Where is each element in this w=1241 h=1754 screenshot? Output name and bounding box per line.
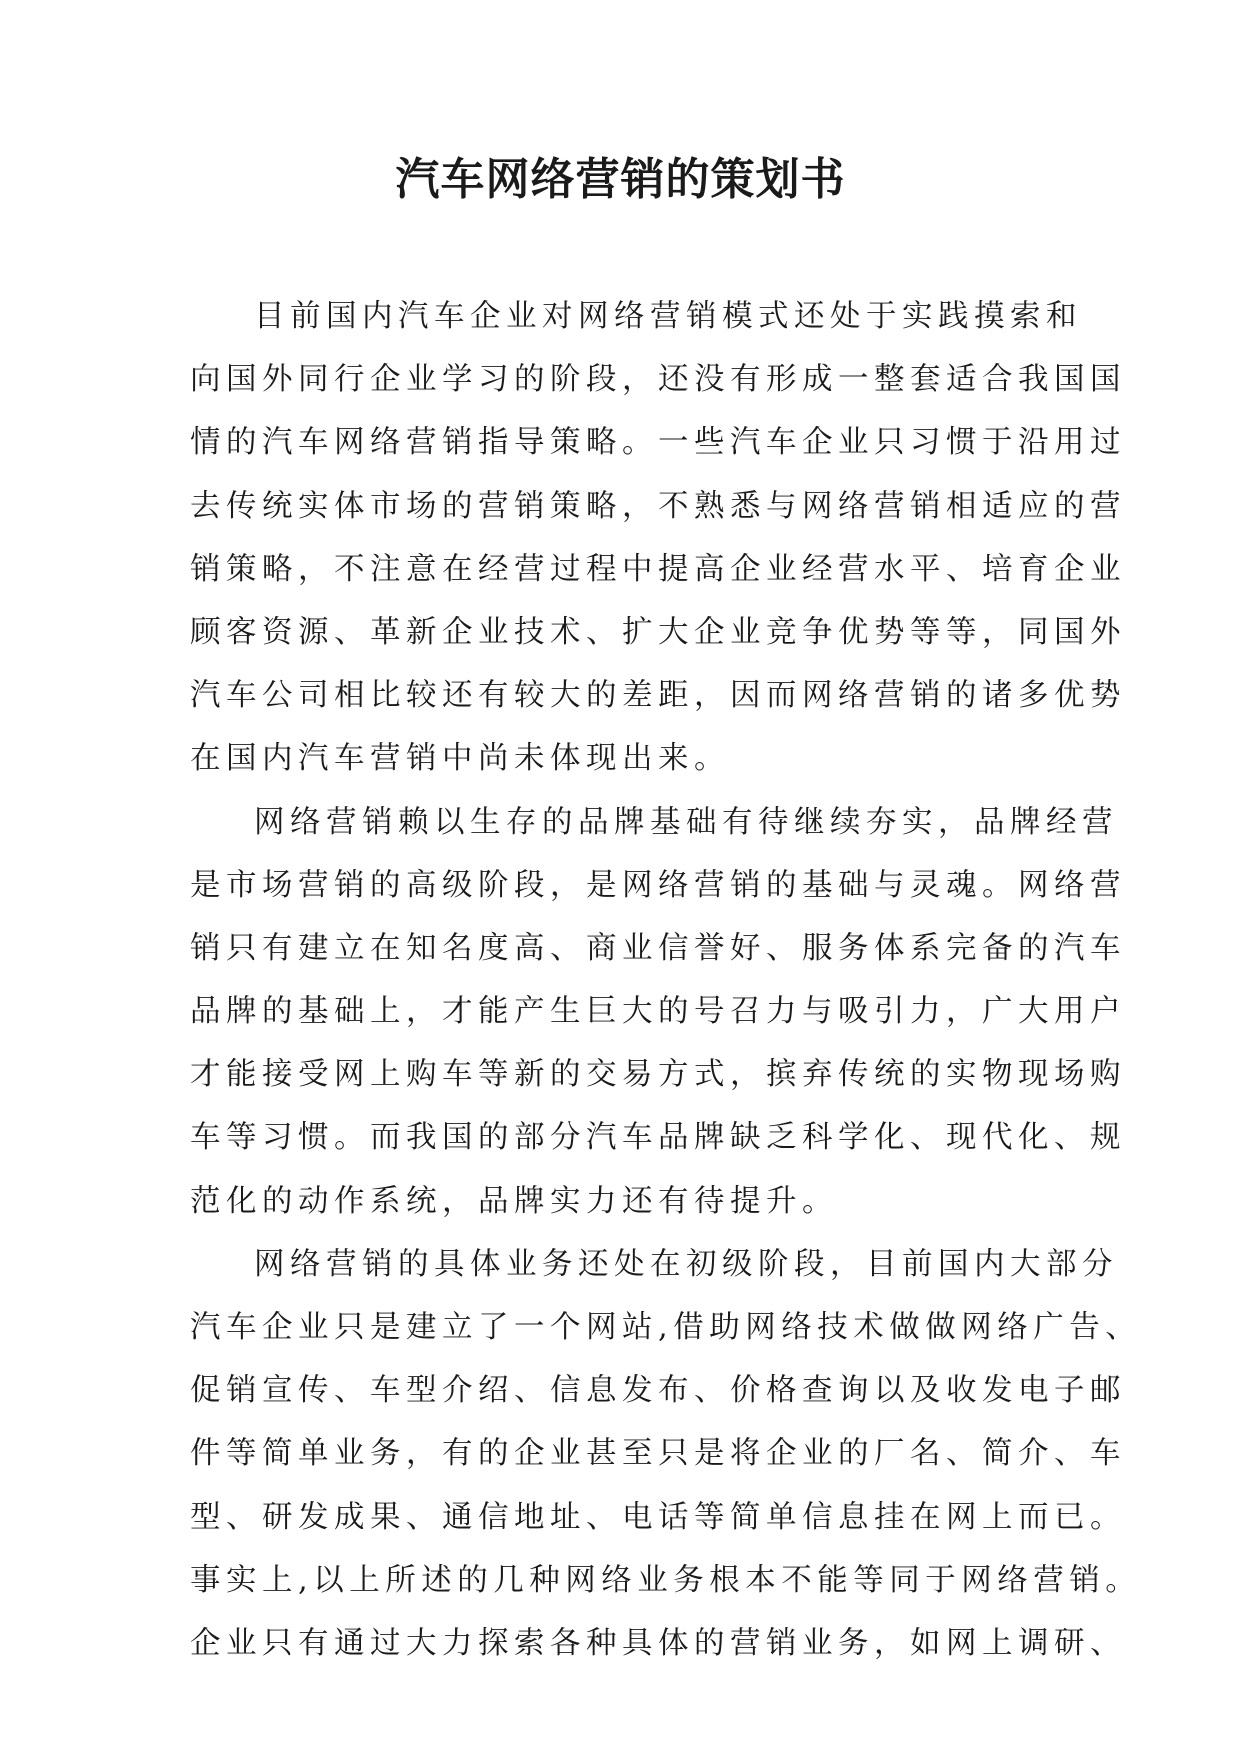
paragraph-line: 销只有建立在知名度高、商业信誉好、服务体系完备的汽车 xyxy=(190,930,1126,966)
paragraph-3 xyxy=(190,1233,1142,1675)
paragraph-line: 汽车企业只是建立了一个网站,借助网络技术做做网络广告、 xyxy=(190,1310,1142,1345)
paragraph-1 xyxy=(190,285,1126,791)
paragraph-line: 企业只有通过大力探索各种具体的营销业务，如网上调研、 xyxy=(190,1625,1126,1661)
paragraph-line: 销策略，不注意在经营过程中提高企业经营水平、培育企业 xyxy=(190,551,1126,587)
paragraph-line: 件等简单业务，有的企业甚至只是将企业的厂名、简介、车 xyxy=(190,1436,1126,1472)
paragraph-line: 在国内汽车营销中尚未体现出来。 xyxy=(190,741,730,777)
paragraph-line: 网络营销的具体业务还处在初级阶段，目前国内大部分 xyxy=(254,1246,1118,1282)
paragraph-line: 品牌的基础上，才能产生巨大的号召力与吸引力，广大用户 xyxy=(190,994,1126,1030)
paragraph-line: 车等习惯。而我国的部分汽车品牌缺乏科学化、现代化、规 xyxy=(190,1120,1126,1156)
paragraph-line: 顾客资源、革新企业技术、扩大企业竞争优势等等，同国外 xyxy=(190,614,1126,650)
paragraph-line: 范化的动作系统，品牌实力还有待提升。 xyxy=(190,1183,838,1219)
document-body xyxy=(190,285,1142,1675)
paragraph-line: 情的汽车网络营销指导策略。一些汽车企业只习惯于沿用过 xyxy=(190,425,1126,461)
paragraph-line: 才能接受网上购车等新的交易方式，摈弃传统的实物现场购 xyxy=(190,1057,1126,1093)
paragraph-line: 是市场营销的高级阶段，是网络营销的基础与灵魂。网络营 xyxy=(190,867,1126,903)
paragraph-line: 型、研发成果、通信地址、电话等简单信息挂在网上而已。 xyxy=(190,1499,1126,1535)
paragraph-line: 去传统实体市场的营销策略，不熟悉与网络营销相适应的营 xyxy=(190,488,1126,524)
paragraph-line: 促销宣传、车型介绍、信息发布、价格查询以及收发电子邮 xyxy=(190,1373,1126,1409)
paragraph-line: 网络营销赖以生存的品牌基础有待继续夯实，品牌经营 xyxy=(254,804,1118,840)
paragraph-line: 向国外同行企业学习的阶段，还没有形成一整套适合我国国 xyxy=(190,362,1126,398)
paragraph-line: 目前国内汽车企业对网络营销模式还处于实践摸索和 xyxy=(254,299,1082,334)
paragraph-2 xyxy=(190,791,1126,1233)
paragraph-line: 事实上,以上所述的几种网络业务根本不能等同于网络营销。 xyxy=(190,1562,1142,1598)
paragraph-line: 汽车公司相比较还有较大的差距，因而网络营销的诸多优势 xyxy=(190,678,1126,714)
document-title: 汽车网络营销的策划书 xyxy=(395,154,846,205)
